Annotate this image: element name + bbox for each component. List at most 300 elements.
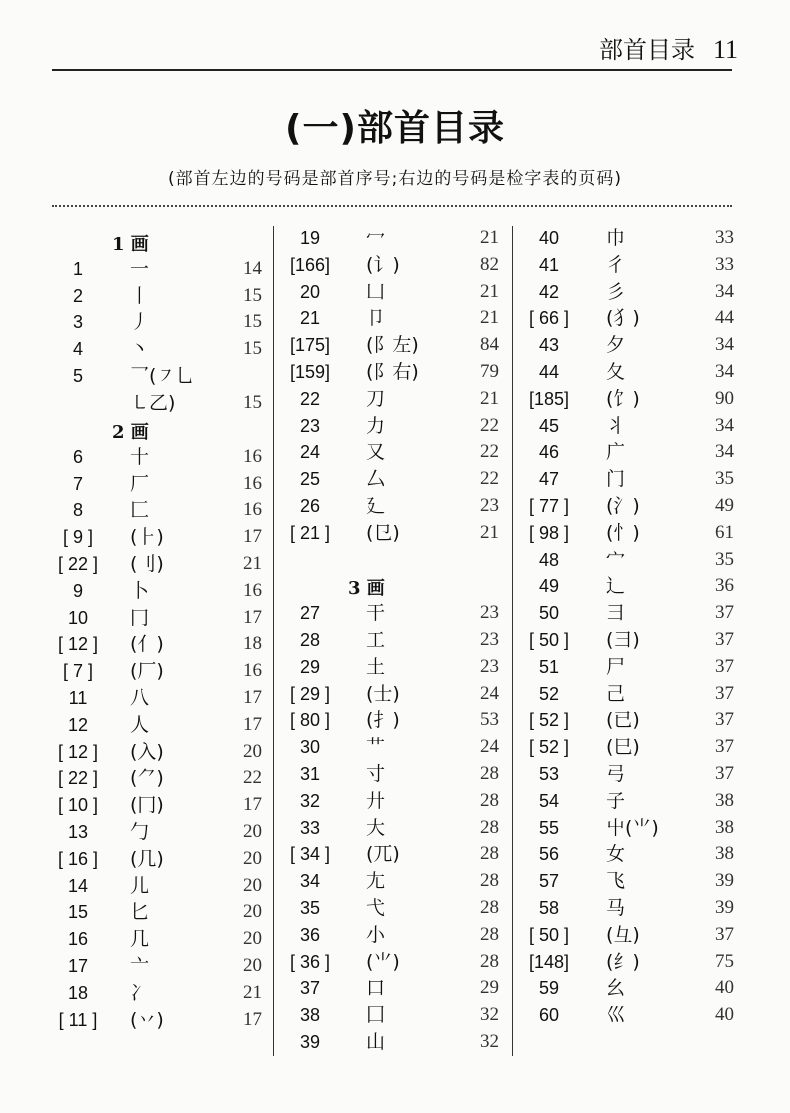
running-head-page-number: 11: [712, 35, 738, 64]
radical-glyph: (已): [606, 709, 640, 732]
radical-entry: [280, 599, 502, 626]
stroke-count-label: 1 画: [112, 234, 149, 255]
radical-entry: [280, 706, 502, 733]
radical-number: [ 22 ]: [57, 768, 99, 789]
radical-glyph: (士): [366, 682, 400, 705]
radical-glyph: 彐: [606, 602, 626, 625]
radical-entry: [280, 304, 502, 331]
index-page-number: 20: [243, 740, 262, 762]
radical-glyph: (⺕): [606, 628, 640, 651]
radical-entry: [52, 282, 266, 309]
radical-entry: [280, 787, 502, 814]
radical-entry: [52, 764, 266, 791]
radical-number: 13: [67, 821, 89, 842]
radical-column-1: [52, 228, 266, 1032]
radical-entry: [518, 1001, 734, 1028]
radical-entry: [518, 546, 734, 573]
radical-number: 24: [299, 442, 321, 463]
radical-number: [166]: [289, 254, 331, 275]
index-page-number: 34: [715, 334, 734, 356]
radical-number: 51: [538, 656, 560, 677]
radical-number: 54: [538, 790, 560, 811]
radical-glyph: (厂): [130, 660, 164, 683]
radical-number: 46: [538, 442, 560, 463]
radical-number: 21: [299, 308, 321, 329]
radical-number: [ 98 ]: [528, 522, 570, 543]
radical-glyph: (阝左): [366, 334, 419, 357]
radical-glyph: 八: [130, 686, 150, 709]
radical-entry: [52, 362, 266, 416]
radical-number: [ 22 ]: [57, 553, 99, 574]
radical-glyph: 丿: [130, 311, 150, 334]
radical-number: [ 80 ]: [289, 710, 331, 731]
stroke-count-heading: [280, 572, 502, 599]
radical-number: 11: [68, 687, 88, 708]
radical-number: 8: [72, 500, 83, 521]
radical-glyph: 冖: [366, 227, 386, 249]
index-page-number: 79: [480, 360, 499, 382]
radical-glyph: 己: [606, 682, 626, 705]
index-page-number: 21: [480, 280, 499, 302]
index-page-number: 24: [480, 682, 499, 704]
radical-entry: [280, 1001, 502, 1028]
index-page-number: 21: [480, 521, 499, 543]
radical-number: [ 7 ]: [62, 661, 93, 682]
radical-glyph: 宀: [606, 548, 626, 571]
radical-number: 25: [299, 469, 321, 490]
index-page-number: 90: [715, 387, 734, 409]
radical-number: 49: [538, 576, 560, 597]
radical-glyph: 巾: [606, 227, 626, 249]
radical-glyph: (⺈): [130, 767, 164, 790]
radical-entry: [518, 760, 734, 787]
radical-column-3: [518, 224, 734, 1028]
index-page-number: 37: [715, 736, 734, 758]
radical-glyph: 飞: [606, 870, 626, 893]
radical-entry: [52, 711, 266, 738]
radical-number: 55: [538, 817, 560, 838]
radical-number: 16: [67, 929, 89, 950]
radical-glyph: 小: [366, 923, 386, 946]
stroke-count-label: 2 画: [112, 421, 149, 443]
radical-entry: [518, 492, 734, 519]
radical-glyph: 尢: [366, 870, 386, 893]
radical-entry: [52, 925, 266, 952]
index-page-number: 28: [480, 789, 499, 811]
stroke-count-label: 3 画: [348, 578, 385, 600]
index-page-number: 15: [243, 311, 262, 333]
radical-glyph: (几): [130, 847, 164, 870]
radical-number: 5: [72, 365, 83, 386]
radical-number: [ 10 ]: [57, 795, 99, 816]
radical-entry: [280, 1028, 502, 1055]
radical-number: 19: [299, 228, 321, 248]
radical-glyph: 厂: [130, 472, 150, 495]
radical-number: [ 52 ]: [528, 737, 570, 758]
radical-number: [ 12 ]: [57, 634, 99, 655]
radical-number: 56: [538, 844, 560, 865]
index-page-number: 44: [715, 307, 734, 329]
radical-entry: [52, 1006, 266, 1033]
index-page-number: 17: [243, 526, 262, 548]
radical-entry: [280, 331, 502, 358]
radical-entry: [280, 251, 502, 278]
radical-number: 29: [299, 656, 321, 677]
radical-number: 18: [67, 982, 89, 1003]
radical-entry: [518, 948, 734, 975]
radical-entry: [52, 979, 266, 1006]
radical-number: [ 66 ]: [528, 308, 570, 329]
radical-glyph: 卜: [130, 579, 150, 602]
radical-number: 37: [299, 978, 321, 999]
radical-number: [148]: [528, 951, 570, 972]
index-page-number: 17: [243, 794, 262, 816]
radical-entry: [518, 385, 734, 412]
radical-number: 28: [299, 629, 321, 650]
index-page-number: 22: [480, 468, 499, 490]
index-page-number: 28: [480, 950, 499, 972]
radical-glyph: 巛: [606, 1004, 626, 1027]
radical-entry: [518, 599, 734, 626]
radical-entry: [518, 251, 734, 278]
index-page-number: 24: [480, 736, 499, 758]
radical-entry: [52, 550, 266, 577]
radical-number: 26: [299, 495, 321, 516]
radical-glyph: (讠): [366, 253, 400, 276]
radical-number: 53: [538, 763, 560, 784]
index-page-number: 35: [715, 468, 734, 490]
radical-glyph: 门: [606, 468, 626, 491]
radical-number: [ 11 ]: [58, 1009, 98, 1030]
radical-number: 9: [72, 580, 83, 601]
radical-glyph: 干: [366, 602, 386, 625]
radical-glyph: (⺌): [366, 950, 400, 973]
index-page-number: 29: [480, 977, 499, 999]
radical-glyph: 力: [366, 414, 386, 437]
radical-number: 45: [538, 415, 560, 436]
radical-glyph: (刂): [130, 552, 164, 575]
radical-entry: [52, 898, 266, 925]
radical-glyph: (丷): [130, 1008, 164, 1031]
radical-glyph: (氵): [606, 494, 640, 517]
radical-glyph: 凵: [366, 280, 386, 303]
radical-glyph: 幺: [606, 977, 626, 1000]
index-page-number: 36: [715, 575, 734, 597]
radical-number: [ 36 ]: [289, 951, 331, 972]
index-page-number: 61: [715, 521, 734, 543]
radical-number: 4: [72, 339, 83, 360]
index-page-number: 34: [715, 360, 734, 382]
radical-entry: [280, 814, 502, 841]
radical-glyph: 辶: [606, 575, 626, 598]
index-page-number: 21: [243, 552, 262, 574]
radical-number: 47: [538, 469, 560, 490]
radical-entry: [280, 358, 502, 385]
radical-number: 14: [67, 875, 89, 896]
radical-number: 27: [299, 603, 321, 624]
radical-number: 23: [299, 415, 321, 436]
radical-entry: [52, 738, 266, 765]
radical-glyph: (入): [130, 740, 164, 763]
radical-entry: [518, 519, 734, 546]
radical-entry: [52, 308, 266, 335]
index-page-number: 15: [243, 391, 262, 413]
radical-glyph: (阝右): [366, 360, 419, 383]
radical-entry: [52, 872, 266, 899]
running-head-title: 部首目录: [598, 36, 695, 64]
index-page-number: 37: [715, 682, 734, 704]
index-page-number: 37: [715, 602, 734, 624]
spacer: [280, 546, 502, 573]
radical-glyph: 弓: [606, 762, 626, 785]
index-page-number: 35: [715, 548, 734, 570]
index-page-number: 37: [715, 655, 734, 677]
radical-glyph: (犭): [606, 307, 640, 330]
radical-glyph: (⺊): [130, 526, 164, 549]
radical-entry: [280, 224, 502, 251]
radical-entry: [280, 867, 502, 894]
radical-entry: [518, 974, 734, 1001]
radical-glyph: 刀: [366, 387, 386, 410]
radical-entry: [52, 470, 266, 497]
index-page-number: 23: [480, 494, 499, 516]
index-page-number: 17: [243, 606, 262, 628]
radical-number: 30: [299, 737, 321, 758]
index-page-number: 37: [715, 628, 734, 650]
radical-entry: [280, 680, 502, 707]
radical-number: 57: [538, 871, 560, 892]
index-page-number: 28: [480, 762, 499, 784]
radical-number: 12: [67, 714, 89, 735]
radical-number: [ 50 ]: [528, 629, 570, 650]
index-page-number: 21: [480, 387, 499, 409]
index-page-number: 34: [715, 441, 734, 463]
radical-entry: [52, 684, 266, 711]
index-page-number: 40: [715, 1004, 734, 1026]
radical-glyph: 马: [606, 896, 626, 919]
radical-entry: [52, 630, 266, 657]
radical-entry: [52, 255, 266, 282]
index-page-number: 28: [480, 816, 499, 838]
radical-number: [ 29 ]: [289, 683, 331, 704]
radical-entry: [280, 519, 502, 546]
radical-number: [ 16 ]: [57, 848, 99, 869]
radical-entry: [52, 952, 266, 979]
radical-glyph: (兀): [366, 843, 400, 866]
radical-number: [ 52 ]: [528, 710, 570, 731]
radical-number: 17: [67, 955, 89, 976]
radical-entry: [518, 412, 734, 439]
radical-glyph: (纟): [606, 950, 640, 973]
radical-entry: [280, 465, 502, 492]
radical-entry: [280, 733, 502, 760]
radical-glyph: (亻): [130, 633, 164, 656]
radical-number: [ 12 ]: [57, 741, 99, 762]
radical-number: 1: [72, 258, 83, 279]
radical-entry: [280, 385, 502, 412]
radical-entry: [280, 921, 502, 948]
radical-glyph: 屮(⺌): [606, 816, 659, 839]
radical-entry: [52, 523, 266, 550]
radical-number: [ 34 ]: [289, 844, 331, 865]
radical-entry: [518, 224, 734, 251]
radical-number: 7: [72, 473, 83, 494]
radical-entry: [518, 680, 734, 707]
radical-entry: [280, 653, 502, 680]
radical-glyph: 匚: [130, 499, 150, 522]
radical-entry: [518, 653, 734, 680]
radical-entry: [518, 787, 734, 814]
radical-number: 60: [538, 1005, 560, 1026]
index-page-number: 16: [243, 660, 262, 682]
radical-number: 59: [538, 978, 560, 999]
index-page-number: 39: [715, 870, 734, 892]
radical-glyph-continued: ㇄乙): [130, 391, 176, 414]
index-page-number: 84: [480, 334, 499, 356]
index-page-number: 21: [480, 307, 499, 329]
index-page-number: 28: [480, 870, 499, 892]
index-page-number: 34: [715, 414, 734, 436]
index-page-number: 49: [715, 494, 734, 516]
radical-number: 22: [299, 388, 321, 409]
radical-column-2: [280, 224, 502, 1055]
radical-glyph: 勹: [130, 820, 150, 843]
index-page-number: 32: [480, 1030, 499, 1052]
radical-number: 44: [538, 361, 560, 382]
index-page-number: 17: [243, 713, 262, 735]
stroke-count-heading: [52, 416, 266, 443]
radical-entry: [280, 948, 502, 975]
radical-glyph: 冫: [130, 981, 150, 1004]
index-page-number: 34: [715, 280, 734, 302]
stroke-count-heading: [52, 228, 266, 255]
radical-glyph: 冂: [130, 606, 150, 629]
radical-entry: [518, 733, 734, 760]
radical-glyph: 十: [130, 445, 150, 468]
index-page-number: 75: [715, 950, 734, 972]
radical-number: 31: [299, 763, 321, 784]
radical-number: 32: [299, 790, 321, 811]
index-page-number: 15: [243, 338, 262, 360]
radical-number: [ 50 ]: [528, 924, 570, 945]
radical-glyph: 厶: [366, 468, 386, 491]
index-page-number: 39: [715, 896, 734, 918]
radical-entry: [518, 278, 734, 305]
index-page-number: 23: [480, 628, 499, 650]
radical-entry: [518, 706, 734, 733]
index-page-number: 37: [715, 762, 734, 784]
radical-number: 10: [67, 607, 89, 628]
index-page-number: 21: [480, 227, 499, 248]
page-title: (一)部首目录: [285, 108, 505, 149]
index-page-number: 20: [243, 901, 262, 923]
radical-number: 35: [299, 897, 321, 918]
index-page-number: 37: [715, 709, 734, 731]
radical-glyph: 丶: [130, 338, 150, 361]
radical-glyph: 寸: [366, 762, 386, 785]
radical-entry: [280, 974, 502, 1001]
column-divider-2: [512, 226, 513, 1056]
radical-number: [ 21 ]: [289, 522, 331, 543]
radical-glyph: 土: [366, 655, 386, 678]
index-page-number: 33: [715, 253, 734, 275]
index-page-number: 82: [480, 253, 499, 275]
radical-entry: [518, 438, 734, 465]
running-head: [0, 30, 738, 64]
index-page-number: 16: [243, 445, 262, 467]
index-page-number: 53: [480, 709, 499, 731]
radical-entry: [280, 760, 502, 787]
radical-glyph: 卩: [366, 307, 386, 330]
radical-glyph: 廾: [366, 789, 386, 812]
radical-glyph: 尸: [606, 655, 626, 678]
page-subtitle: (部首左边的号码是部首序号;右边的号码是检字表的页码): [168, 169, 622, 189]
radical-entry: [52, 496, 266, 523]
radical-number: 41: [538, 254, 560, 275]
radical-number: 43: [538, 335, 560, 356]
radical-entry: [52, 604, 266, 631]
radical-entry: [518, 840, 734, 867]
radical-glyph: 丨: [130, 284, 150, 307]
radical-glyph: 夂: [606, 360, 626, 383]
radical-entry: [52, 791, 266, 818]
radical-glyph: (巳): [606, 736, 640, 759]
radical-number: [ 77 ]: [528, 495, 570, 516]
radical-number: 33: [299, 817, 321, 838]
radical-number: 52: [538, 683, 560, 704]
index-page-number: 20: [243, 874, 262, 896]
radical-glyph: (饣): [606, 387, 640, 410]
index-page-number: 33: [715, 227, 734, 248]
radical-glyph: (彑): [606, 923, 640, 946]
radical-entry: [518, 867, 734, 894]
radical-number: 3: [72, 312, 83, 333]
radical-glyph: 人: [130, 713, 150, 736]
header-rule: [52, 69, 732, 71]
radical-glyph: 几: [130, 928, 150, 951]
radical-entry: [518, 358, 734, 385]
radical-glyph: (扌): [366, 709, 400, 732]
index-page-number: 40: [715, 977, 734, 999]
index-page-number: 16: [243, 579, 262, 601]
radical-entry: [52, 845, 266, 872]
radical-glyph: 大: [366, 816, 386, 839]
radical-number: 15: [67, 902, 89, 923]
radical-number: 6: [72, 446, 83, 467]
radical-entry: [280, 492, 502, 519]
radical-entry: [280, 438, 502, 465]
index-page-number: 20: [243, 820, 262, 842]
index-page-number: 23: [480, 602, 499, 624]
radical-number: 48: [538, 549, 560, 570]
index-page-number: 14: [243, 257, 262, 279]
radical-entry: [518, 465, 734, 492]
radical-entry: [518, 572, 734, 599]
radical-glyph: 口: [366, 977, 386, 1000]
radical-glyph: 廴: [366, 494, 386, 517]
radical-glyph: 女: [606, 843, 626, 866]
index-page-number: 21: [243, 981, 262, 1003]
radical-entry: [518, 304, 734, 331]
radical-glyph: 山: [366, 1030, 386, 1053]
radical-entry: [52, 657, 266, 684]
radical-glyph: 彳: [606, 253, 626, 276]
radical-glyph: 亠: [130, 954, 150, 977]
radical-number: [ 9 ]: [62, 527, 93, 548]
index-page-number: 20: [243, 928, 262, 950]
radical-entry: [280, 840, 502, 867]
radical-entry: [280, 626, 502, 653]
